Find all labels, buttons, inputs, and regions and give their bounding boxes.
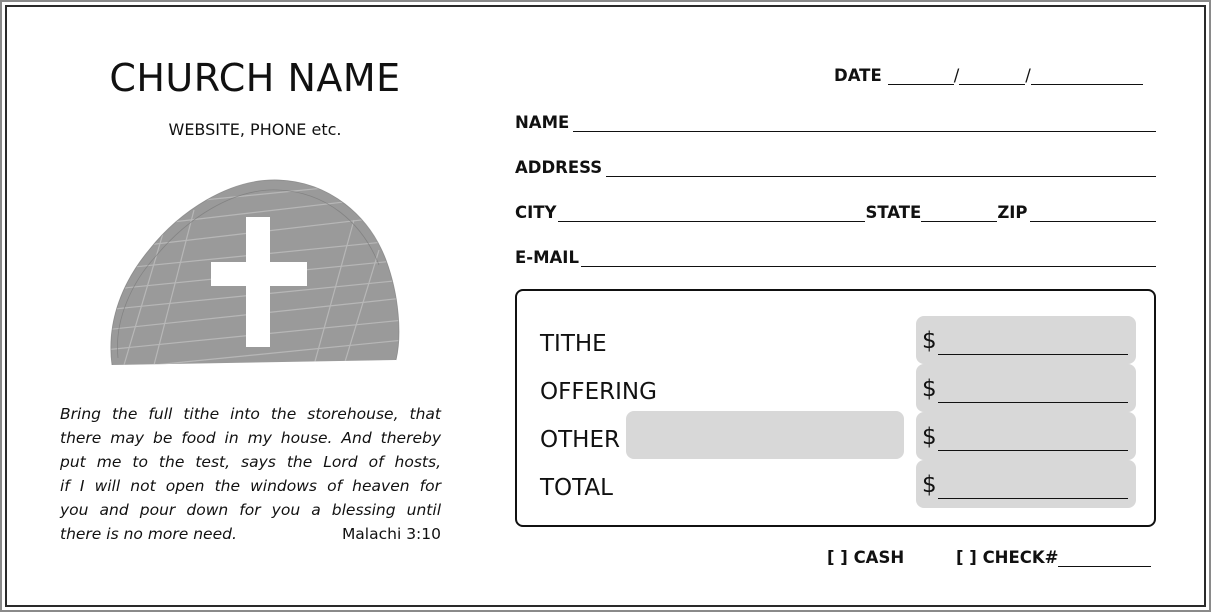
currency-symbol: $ (922, 328, 937, 354)
amount-line (938, 450, 1128, 451)
amount-line (938, 498, 1128, 499)
check-checkbox[interactable]: [ ] CHECK# (956, 548, 1059, 567)
church-name: CHURCH NAME (109, 56, 401, 100)
verse-line: there is no more need. (60, 525, 237, 543)
cross-icon (104, 170, 404, 375)
email-row (515, 248, 1156, 267)
email-label: E-MAIL (515, 248, 579, 267)
currency-symbol: $ (922, 472, 937, 498)
city-state-zip-row (515, 203, 1156, 222)
city-label: CITY (515, 203, 557, 222)
check-number-field[interactable] (1058, 550, 1151, 567)
state-label: STATE (865, 203, 922, 222)
email-field[interactable] (581, 250, 1156, 267)
address-field[interactable] (606, 160, 1156, 177)
verse-line: there may be food in my house. And thereby (60, 429, 441, 447)
address-row (515, 158, 1156, 177)
amount-box (515, 289, 1156, 527)
other-description-field[interactable] (626, 411, 904, 459)
currency-symbol: $ (922, 424, 937, 450)
city-field[interactable] (558, 205, 865, 222)
currency-symbol: $ (922, 376, 937, 402)
verse-reference: Malachi 3:10 (341, 525, 441, 543)
offering-amount-field[interactable] (916, 364, 1136, 412)
name-label: NAME (515, 113, 570, 132)
name-row (515, 113, 1156, 132)
date-row (834, 66, 1143, 85)
state-field[interactable] (921, 205, 997, 222)
amount-line (938, 354, 1128, 355)
other-label: OTHER (540, 427, 620, 453)
total-label: TOTAL (540, 475, 613, 501)
offering-label: OFFERING (540, 379, 657, 405)
scripture-verse (60, 402, 441, 546)
verse-line: you and pour down for you a blessing until (60, 501, 441, 519)
date-label: DATE (834, 66, 882, 85)
verse-line: if I will not open the windows of heaven for (60, 477, 441, 495)
zip-label: ZIP (997, 203, 1028, 222)
tithe-label: TITHE (540, 331, 607, 357)
tithe-amount-field[interactable] (916, 316, 1136, 364)
other-amount-field[interactable] (916, 412, 1136, 460)
address-label: ADDRESS (515, 158, 603, 177)
date-year-field[interactable] (1031, 68, 1143, 85)
amount-line (938, 402, 1128, 403)
name-field[interactable] (573, 115, 1156, 132)
verse-last-row (60, 522, 441, 546)
church-contact: WEBSITE, PHONE etc. (168, 120, 342, 139)
verse-line: Bring the full tithe into the storehouse, that (60, 405, 441, 423)
check-row (956, 548, 1151, 567)
date-day-field[interactable] (959, 68, 1025, 85)
date-separator: / (953, 66, 960, 85)
verse-line: put me to the test, says the Lord of hosts, (60, 453, 441, 471)
date-month-field[interactable] (888, 68, 954, 85)
cash-checkbox[interactable]: [ ] CASH (827, 548, 905, 567)
zip-field[interactable] (1030, 205, 1156, 222)
church-logo (104, 170, 404, 375)
date-separator: / (1025, 66, 1031, 85)
total-amount-field[interactable] (916, 460, 1136, 508)
